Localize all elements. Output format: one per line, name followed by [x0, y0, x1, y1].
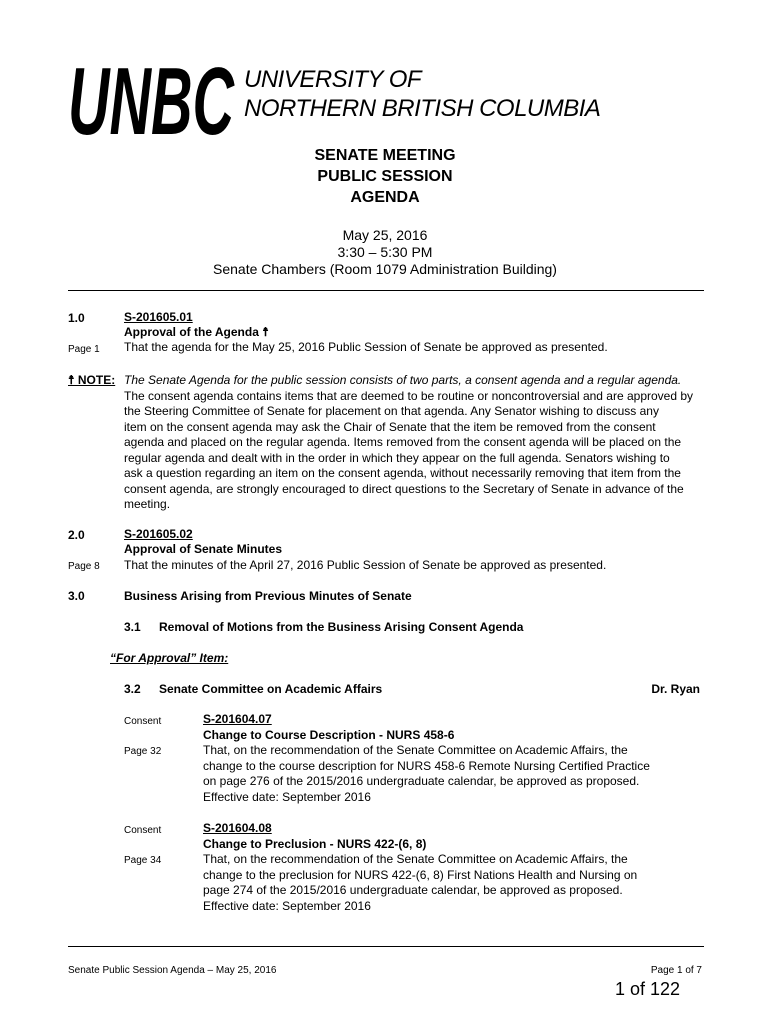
motion-text-line: That, on the recommendation of the Senate Committee on Academic Affairs, the	[203, 852, 628, 866]
subitem-number: 3.1	[124, 620, 141, 634]
motion-text-line: Effective date: September 2016	[203, 898, 371, 913]
note-line: meeting.	[124, 497, 171, 511]
title-line2: PUBLIC SESSION	[317, 168, 453, 185]
motion-heading: Change to Preclusion - NURS 422-(6, 8)	[203, 836, 427, 851]
title-line3: AGENDA	[350, 189, 420, 206]
item-number: 1.0	[68, 311, 85, 325]
footer-left: Senate Public Session Agenda – May 25, 2016	[68, 965, 277, 976]
motion-text-line: That, on the recommendation of the Senate Committee on Academic Affairs, the	[203, 743, 628, 757]
consent-label: Consent	[124, 825, 162, 836]
subitem-heading: Removal of Motions from the Business Arising Consent Agenda	[159, 620, 524, 634]
for-approval-label: “For Approval” Item:	[110, 651, 229, 665]
title-line1: SENATE MEETING	[314, 147, 456, 164]
meeting-location: Senate Chambers (Room 1079 Administration Building)	[213, 261, 557, 277]
header-divider	[68, 290, 704, 291]
note-line: consent agenda, are strongly encouraged to direct questions to the Secretary of Senate in advance of the	[124, 481, 684, 496]
motion-text-line: change to the course description for NURS 458-6 Remote Nursing Certified Practice	[203, 758, 650, 773]
presenter-name: Dr. Ryan	[651, 682, 700, 696]
unbc-logo	[68, 44, 236, 144]
note-lead: The Senate Agenda for the public session consists of two parts, a consent agenda and a regular agenda.	[124, 373, 682, 387]
viewer-page-indicator: 1 of 122	[614, 979, 680, 999]
page-reference: Page 1	[68, 344, 100, 355]
item-number: 2.0	[68, 528, 85, 542]
page-reference: Page 34	[124, 855, 162, 866]
note-line: ask a question regarding an item on the consent agenda, without necessarily removing that item from the	[124, 466, 681, 480]
item-heading: Approval of Senate Minutes	[124, 542, 283, 556]
subitem-number: 3.2	[124, 682, 141, 696]
motion-text-line: on page 276 of the 2015/2016 undergraduate calendar, be approved as proposed.	[203, 774, 640, 788]
subitem-heading: Senate Committee on Academic Affairs	[159, 682, 383, 696]
motion-text: That the minutes of the April 27, 2016 Public Session of Senate be approved as presented.	[124, 558, 607, 572]
item-heading: Approval of the Agenda ☨	[124, 325, 269, 339]
page-reference: Page 8	[68, 561, 100, 572]
note-label: ☨ NOTE:	[68, 373, 116, 387]
motion-text-line: page 274 of the 2015/2016 undergraduate calendar, be approved as proposed.	[203, 883, 623, 897]
note-line: agenda and placed on the regular agenda. Items removed from the consent agenda will be placed on the	[124, 435, 682, 449]
meeting-date: May 25, 2016	[342, 227, 428, 243]
footer-page: Page 1 of 7	[650, 965, 702, 976]
university-name-line1: UNIVERSITY OF	[244, 66, 422, 93]
motion-text: That the agenda for the May 25, 2016 Public Session of Senate be approved as presented.	[124, 340, 608, 354]
motion-text-line: change to the preclusion for NURS 422-(6, 8) First Nations Health and Nursing on	[203, 867, 638, 882]
note-line: item on the consent agenda may ask the Chair of Senate that the item be removed from the consent	[124, 419, 656, 434]
footer-divider	[68, 946, 704, 947]
university-name-line2: NORTHERN BRITISH COLUMBIA	[244, 95, 601, 122]
note-line: the Steering Committee of Senate for placement on that agenda. Any Senator wishing to discuss any	[124, 404, 659, 418]
consent-label: Consent	[124, 716, 162, 727]
note-line: The consent agenda contains items that are deemed to be routine or noncontroversial and are approved by	[124, 388, 694, 403]
motion-text-line: Effective date: September 2016	[203, 789, 371, 804]
item-heading: Business Arising from Previous Minutes of Senate	[124, 589, 412, 603]
meeting-time: 3:30 – 5:30 PM	[337, 244, 433, 260]
motion-id: S-201604.08	[203, 821, 272, 835]
motion-id: S-201605.02	[124, 527, 193, 541]
page-reference: Page 32	[124, 746, 162, 757]
motion-heading: Change to Course Description - NURS 458-6	[203, 727, 455, 742]
motion-id: S-201604.07	[203, 712, 272, 726]
note-line: regular agenda and dealt with in the order in which they appear on the full agenda. Senators wishing to	[124, 450, 670, 465]
item-number: 3.0	[68, 589, 85, 603]
motion-id: S-201605.01	[124, 310, 193, 324]
logo-text: UNBC	[68, 48, 236, 144]
